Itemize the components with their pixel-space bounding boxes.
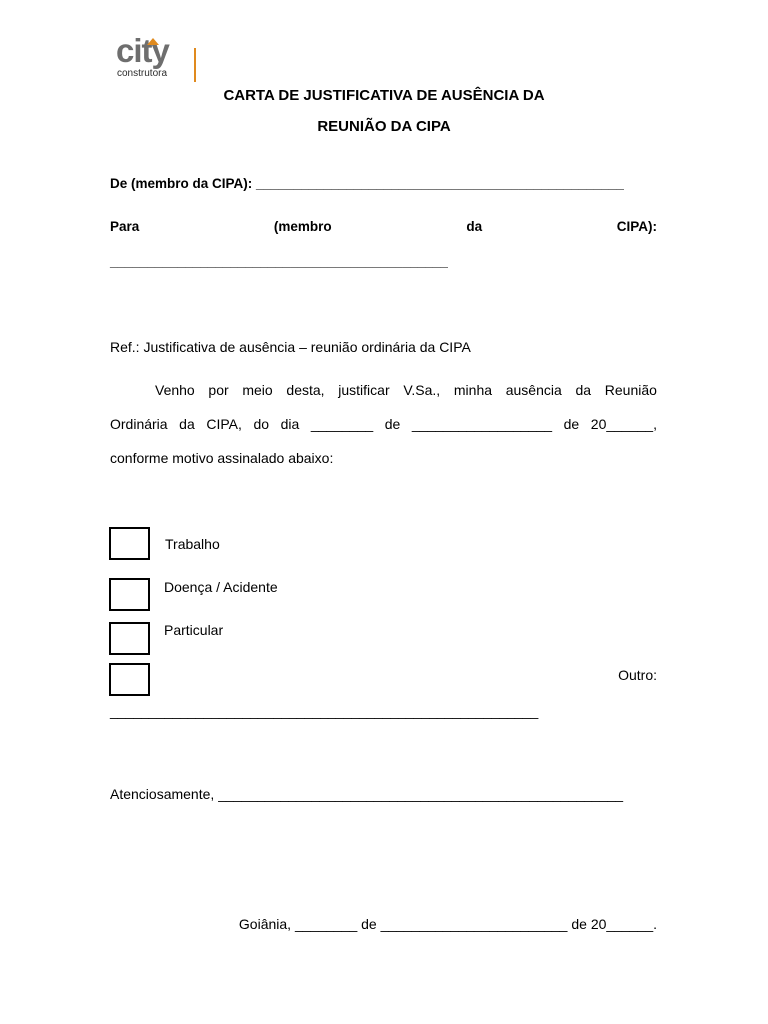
body-word: __________________	[411, 416, 553, 432]
body-word: Ordinária	[110, 416, 168, 432]
body-word: CIPA,	[206, 416, 242, 432]
body-word: ________	[310, 416, 374, 432]
to-word: (membro	[273, 219, 332, 234]
document-title-line-2: REUNIÃO DA CIPA	[317, 118, 451, 135]
company-logo	[116, 32, 206, 82]
body-word: 20______,	[590, 416, 657, 432]
checkbox-outro[interactable]	[109, 663, 150, 696]
closing-line	[110, 786, 623, 802]
body-word: Venho	[155, 382, 195, 398]
option-label-trabalho: Trabalho	[165, 536, 220, 552]
to-word: da	[466, 219, 483, 234]
body-line-3: conforme motivo assinalado abaixo:	[110, 450, 334, 466]
to-field-label	[110, 219, 657, 234]
option-label-outro: Outro:	[618, 667, 657, 683]
body-word: V.Sa.,	[403, 382, 441, 398]
to-word: CIPA):	[616, 219, 657, 234]
from-blank: _________________________________________________	[256, 176, 624, 191]
logo-accent-bar	[194, 48, 196, 82]
checkbox-trabalho[interactable]	[109, 527, 150, 560]
body-word: de	[563, 416, 580, 432]
document-title-line-1: CARTA DE JUSTIFICATIVA DE AUSÊNCIA DA	[223, 87, 545, 104]
from-field	[110, 176, 624, 191]
body-word: da	[575, 382, 592, 398]
place-date-line: Goiânia, ________ de ________________________ de 20______.	[238, 916, 657, 932]
body-line-2	[110, 416, 657, 432]
body-word: minha	[453, 382, 493, 398]
body-word: da	[179, 416, 195, 432]
body-word: Reunião	[604, 382, 657, 398]
body-word: meio	[242, 382, 273, 398]
body-word: por	[208, 382, 229, 398]
checkbox-particular[interactable]	[109, 622, 150, 655]
body-word: dia	[280, 416, 300, 432]
closing-label: Atenciosamente,	[110, 786, 215, 802]
option-label-doenca-acidente: Doença / Acidente	[164, 579, 278, 595]
to-word: Para	[110, 219, 140, 234]
body-word: do	[253, 416, 270, 432]
signature-blank: ____________________________________________________	[218, 786, 624, 802]
logo-wordmark: city	[116, 32, 169, 69]
other-reason-blank: _______________________________________________________	[110, 703, 539, 719]
checkbox-doenca-acidente[interactable]	[109, 578, 150, 611]
body-word: ausência	[505, 382, 562, 398]
to-blank: _____________________________________________	[110, 254, 448, 269]
reference-line: Ref.: Justificativa de ausência – reunião ordinária da CIPA	[110, 339, 471, 355]
logo-accent-shape	[147, 38, 159, 45]
from-label: De (membro da CIPA):	[110, 176, 253, 191]
body-word: justificar	[338, 382, 390, 398]
option-label-particular: Particular	[164, 622, 224, 638]
logo-subtitle: construtora	[117, 68, 168, 79]
body-line-1	[155, 382, 657, 398]
body-word: desta,	[286, 382, 325, 398]
body-word: de	[384, 416, 401, 432]
